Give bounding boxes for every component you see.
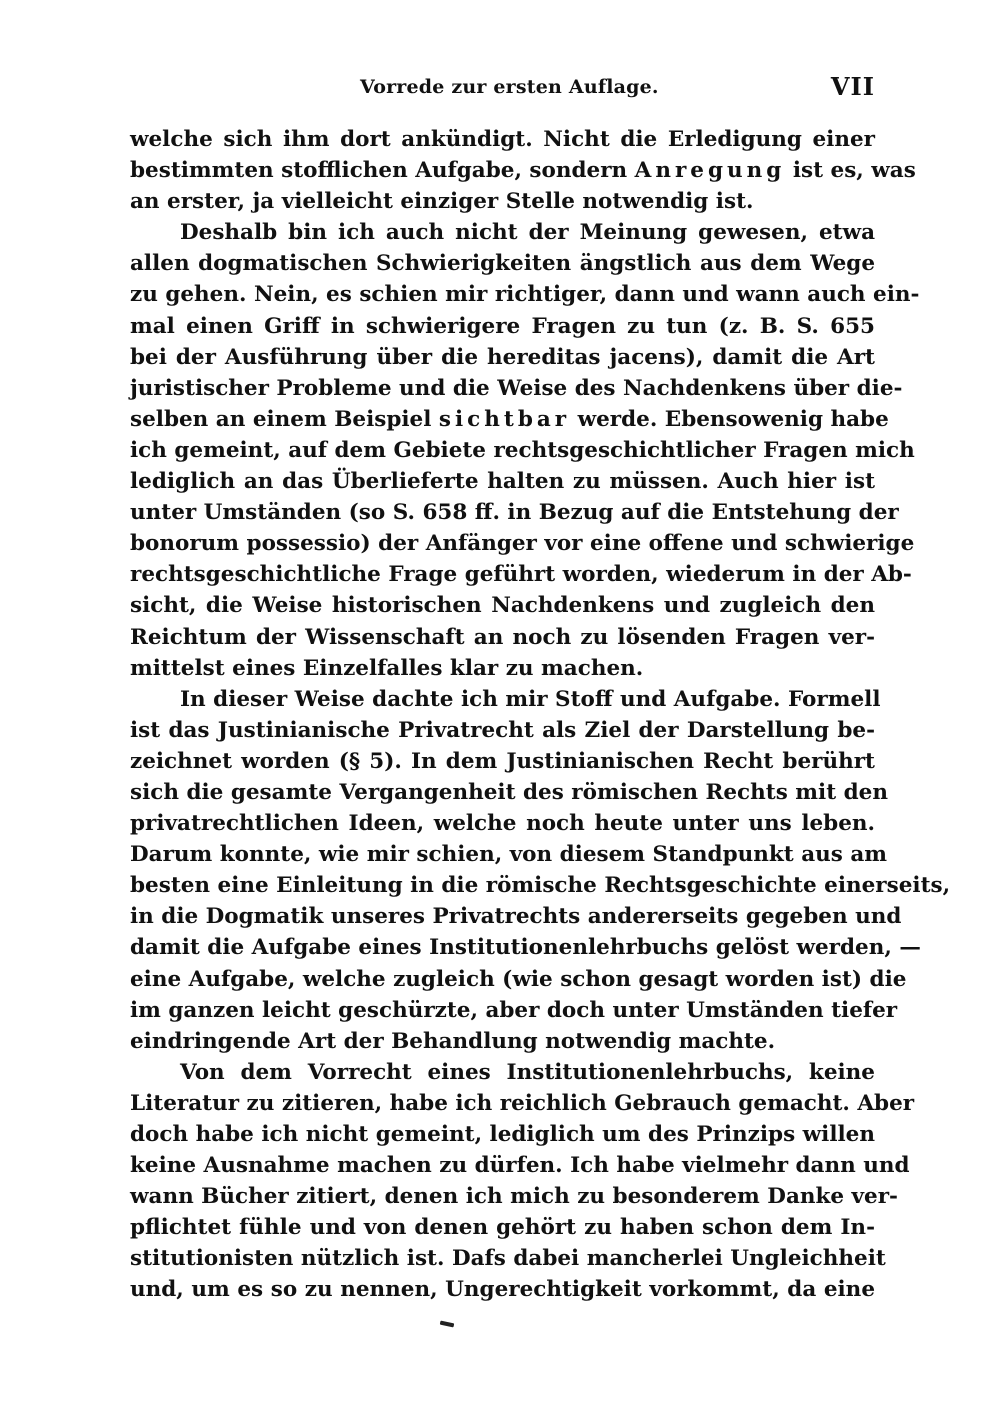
text-line: eindringende Art der Behandlung notwendig machte. [130,1028,776,1054]
text-line: Literatur zu zitieren, habe ich reichlich Gebrauch gemacht. Aber [130,1090,915,1116]
text-line [130,155,916,186]
paragraph-start-line: Von dem Vorrecht eines Institutionenlehrbuchs, keine [180,1059,875,1085]
text-line: privatrechtlichen Ideen, welche noch heute unter uns leben. [130,811,875,837]
text-line: bei der Ausführung über die hereditas jacens), damit die Art [130,344,875,370]
emphasized-word: Anregung [634,158,786,184]
text-line: Darum konnte, wie mir schien, von diesem Standpunkt aus am [130,842,888,868]
text-line: stitutionisten nützlich ist. Dafs dabei mancherlei Ungleichheit [130,1246,886,1272]
text-line: lediglich an das Überlieferte halten zu müssen. Auch hier ist [130,469,875,495]
text-line: besten eine Einleitung in die römische Rechtsgeschichte einerseits, [130,873,951,899]
text-line: keine Ausnahme machen zu dürfen. Ich habe vielmehr dann und [130,1153,910,1179]
running-title: Vorrede zur ersten Auflage. [360,76,659,98]
text-line: allen dogmatischen Schwierigkeiten ängstlich aus dem Wege [130,251,875,277]
text-line: juristischer Probleme und die Weise des Nachdenkens über die- [130,375,903,401]
text-line: wann Bücher zitiert, denen ich mich zu besonderem Danke ver- [130,1184,898,1210]
text-line: pflichtet fühle und von denen gehört zu haben schon dem In- [130,1215,875,1241]
text-line: bonorum possessio) der Anfänger vor eine offene und schwierige [130,531,915,557]
paragraph-start-line: Deshalb bin ich auch nicht der Meinung gewesen, etwa [180,220,875,246]
text-segment: werde. Ebensowenig habe [577,406,889,432]
page-header [130,72,875,104]
text-line [130,404,889,435]
text-line: zeichnet worden (§ 5). In dem Justinianischen Recht berührt [130,748,875,774]
text-line: und, um es so zu nennen, Ungerechtigkeit vorkommt, da eine [130,1277,875,1303]
text-line: mal einen Griff in schwierigere Fragen zu tun (z. B. S. 655 [130,313,875,339]
text-line: unter Umständen (so S. 658 ff. in Bezug auf die Entstehung der [130,500,899,526]
emphasized-word: sichtbar [438,406,571,432]
text-line: damit die Aufgabe eines Institutionenlehrbuchs gelöst werden, — [130,935,921,961]
ink-mark [440,1321,455,1328]
text-line: im ganzen leicht geschürzte, aber doch unter Umständen tiefer [130,997,898,1023]
text-line: zu gehen. Nein, es schien mir richtiger, dann und wann auch ein- [130,282,920,308]
text-line: Reichtum der Wissenschaft an noch zu lösenden Fragen ver- [130,624,875,650]
text-line: welche sich ihm dort ankündigt. Nicht die Erledigung einer [130,127,875,152]
text-segment: bestimmten stofflichen Aufgabe, sondern [130,158,628,184]
text-line: doch habe ich nicht gemeint, lediglich um des Prinzips willen [130,1122,875,1147]
text-line: sich die gesamte Vergangenheit des römischen Rechts mit den [130,779,888,805]
paragraph-start-line: In dieser Weise dachte ich mir Stoff und Aufgabe. Formell [180,686,881,712]
text-line: in die Dogmatik unseres Privatrechts andererseits gegeben und [130,904,902,930]
text-segment: ist es, was [792,158,916,184]
text-line: eine Aufgabe, welche zugleich (wie schon gesagt worden ist) die [130,966,907,992]
text-line: ist das Justinianische Privatrecht als Ziel der Darstellung be- [130,717,875,743]
text-line: sicht, die Weise historischen Nachdenkens und zugleich den [130,593,875,619]
text-line: rechtsgeschichtliche Frage geführt worden, wiederum in der Ab- [130,562,912,588]
page-number: VII [830,72,875,101]
text-line: mittelst eines Einzelfalles klar zu machen. [130,655,644,681]
text-line: ich gemeint, auf dem Gebiete rechtsgeschichtlicher Fragen mich [130,437,915,463]
text-line: an erster, ja vielleicht einziger Stelle notwendig ist. [130,189,754,215]
text-segment: selben an einem Beispiel [130,406,432,432]
text-body [130,124,951,1306]
